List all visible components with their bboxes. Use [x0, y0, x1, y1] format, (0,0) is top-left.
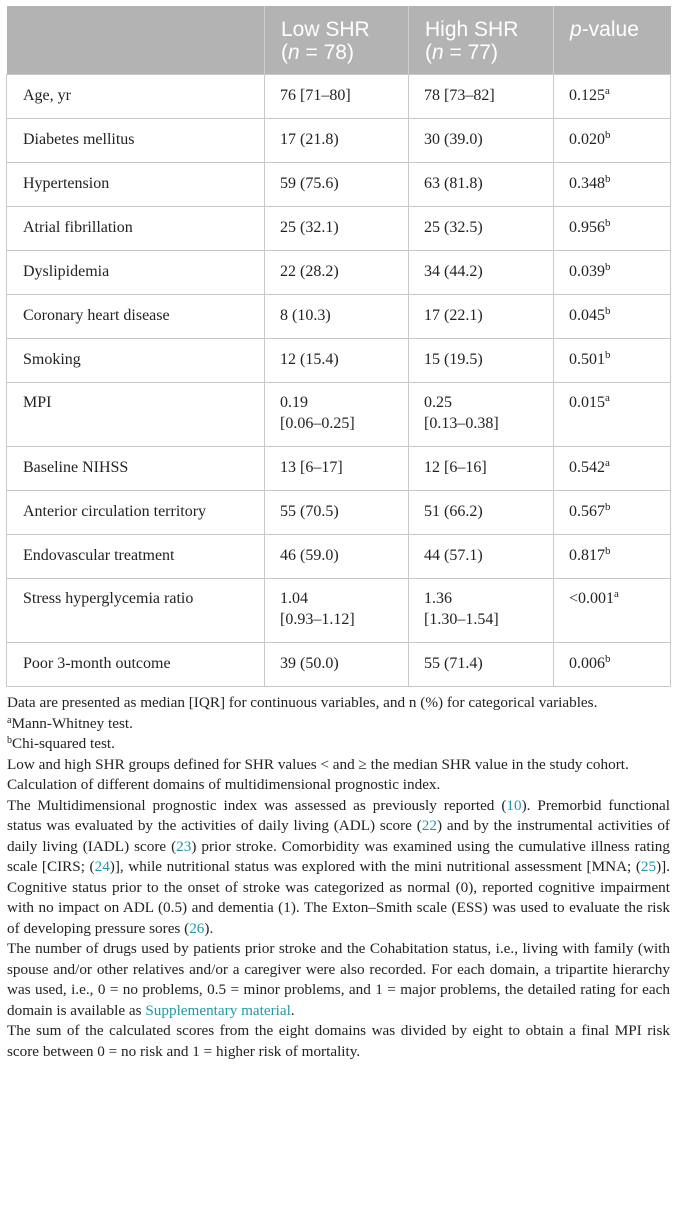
header-p-value: p-value — [554, 6, 671, 75]
p-value: 0.956$^b$ — [554, 207, 671, 251]
p-value: <0.001$^a$ — [554, 579, 671, 643]
calculation-title: Calculation of different domains of multidimensional prognostic index. — [7, 776, 441, 793]
footnote-b: $^b$Chi-squared test. — [7, 735, 115, 752]
row-label: Coronary heart disease — [7, 295, 265, 339]
reference-link[interactable]: 24 — [94, 858, 110, 875]
reference-link[interactable]: 23 — [176, 837, 192, 855]
header-high-shr: High SHR (n = 77) — [409, 6, 554, 75]
row-label: Age, yr — [7, 75, 265, 119]
low-shr-value: 22 (28.2) — [265, 251, 409, 295]
table-header-row — [7, 6, 671, 75]
low-shr-value: 59 (75.6) — [265, 163, 409, 207]
row-label: Endovascular treatment — [7, 535, 265, 579]
row-label: Baseline NIHSS — [7, 447, 265, 491]
low-shr-value: 1.04 [0.93–1.12] — [265, 579, 409, 643]
p-value: 0.501$^b$ — [554, 339, 671, 383]
table-row — [7, 643, 671, 687]
low-shr-value: 0.19 [0.06–0.25] — [265, 383, 409, 447]
table-body — [7, 75, 671, 687]
footnote-a: $^a$Mann-Whitney test. — [7, 714, 133, 732]
high-shr-value: 30 (39.0) — [409, 119, 554, 163]
data-note: Data are presented as median [IQR] for continuous variables, and n (%) for categorical variables. — [7, 694, 598, 711]
reference-link[interactable]: 10 — [506, 796, 522, 814]
high-shr-value: 0.25 [0.13–0.38] — [409, 383, 554, 447]
low-shr-value: 17 (21.8) — [265, 119, 409, 163]
high-shr-value: 25 (32.5) — [409, 207, 554, 251]
high-shr-value: 34 (44.2) — [409, 251, 554, 295]
p-value: 0.817$^b$ — [554, 535, 671, 579]
high-shr-value: 12 [6–16] — [409, 447, 554, 491]
table-row — [7, 579, 671, 643]
low-shr-value: 13 [6–17] — [265, 447, 409, 491]
supplementary-material-link[interactable]: Supplementary material — [145, 1001, 291, 1019]
p-value: 0.045$^b$ — [554, 295, 671, 339]
table-row — [7, 535, 671, 579]
header-low-shr: Low SHR (n = 78) — [265, 6, 409, 75]
high-shr-value: 51 (66.2) — [409, 491, 554, 535]
row-label: Anterior circulation territory — [7, 491, 265, 535]
low-shr-value: 12 (15.4) — [265, 339, 409, 383]
row-label: Diabetes mellitus — [7, 119, 265, 163]
table-row — [7, 75, 671, 119]
reference-link[interactable]: 26 — [189, 919, 205, 937]
table-row — [7, 163, 671, 207]
high-shr-value: 1.36 [1.30–1.54] — [409, 579, 554, 643]
table-row — [7, 251, 671, 295]
high-shr-value: 78 [73–82] — [409, 75, 554, 119]
row-label: Dyslipidemia — [7, 251, 265, 295]
low-shr-value: 46 (59.0) — [265, 535, 409, 579]
table-row — [7, 447, 671, 491]
table-row — [7, 119, 671, 163]
p-value: 0.039$^b$ — [554, 251, 671, 295]
low-shr-value: 8 (10.3) — [265, 295, 409, 339]
table-row — [7, 383, 671, 447]
high-shr-value: 15 (19.5) — [409, 339, 554, 383]
high-shr-value: 17 (22.1) — [409, 295, 554, 339]
row-label: MPI — [7, 383, 265, 447]
domains-paragraph: The number of drugs used by patients prior stroke and the Cohabitation status, i.e., living with family (with spouse and/or other relatives and/or a caregiver were also recorded. For each domain, a tripartite hierarchy was used, i.e., 0 = no problems, 0.5 = minor problems, and 1 = major problems, the detailed rating for each domain is available as Supplementary material. — [7, 940, 670, 1019]
low-shr-value: 25 (32.1) — [265, 207, 409, 251]
high-shr-value: 63 (81.8) — [409, 163, 554, 207]
high-shr-value: 55 (71.4) — [409, 643, 554, 687]
table-notes — [6, 693, 670, 1062]
p-value: 0.020$^b$ — [554, 119, 671, 163]
high-shr-value: 44 (57.1) — [409, 535, 554, 579]
row-label: Poor 3-month outcome — [7, 643, 265, 687]
p-value: 0.348$^b$ — [554, 163, 671, 207]
low-shr-value: 76 [71–80] — [265, 75, 409, 119]
row-label: Hypertension — [7, 163, 265, 207]
reference-link[interactable]: 22 — [421, 817, 437, 834]
table-row — [7, 295, 671, 339]
header-empty-cell — [7, 6, 265, 75]
table-row — [7, 339, 671, 383]
row-label: Stress hyperglycemia ratio — [7, 579, 265, 643]
p-value: 0.567$^b$ — [554, 491, 671, 535]
p-value: 0.542$^a$ — [554, 447, 671, 491]
score-paragraph: The sum of the calculated scores from the eight domains was divided by eight to obtain a final MPI risk score between 0 = no risk and 1 = higher risk of mortality. — [7, 1022, 670, 1060]
row-label: Atrial fibrillation — [7, 207, 265, 251]
low-shr-value: 55 (70.5) — [265, 491, 409, 535]
p-value: 0.015$^a$ — [554, 383, 671, 447]
table-row — [7, 207, 671, 251]
baseline-characteristics-table — [6, 6, 671, 687]
document-page — [6, 6, 670, 1062]
mpi-paragraph: The Multidimensional prognostic index was assessed as previously reported (10). Premorbid functional status was evaluated by the activities of daily living (ADL) score (22) and by the instrumental activities of daily living (IADL) score (23) prior stroke. Comorbidity was examined using the cumulative illness rating scale [CIRS; (24)], while nutritional status was explored with the mini nutritional assessment [MNA; (25)]. Cognitive status prior to the onset of stroke was categorized as normal (0), reported cognitive impairment with no impact on ADL (0.5) and dementia (1). The Exton–Smith scale (ESS) was used to evaluate the risk of developing pressure sores (26). — [7, 796, 671, 937]
table-row — [7, 491, 671, 535]
reference-link[interactable]: 25 — [640, 858, 657, 875]
groups-note: Low and high SHR groups defined for SHR values < and ≥ the median SHR value in the study cohort. — [7, 755, 629, 773]
low-shr-value: 39 (50.0) — [265, 643, 409, 687]
row-label: Smoking — [7, 339, 265, 383]
p-value: 0.125$^a$ — [554, 75, 671, 119]
p-value: 0.006$^b$ — [554, 643, 671, 687]
